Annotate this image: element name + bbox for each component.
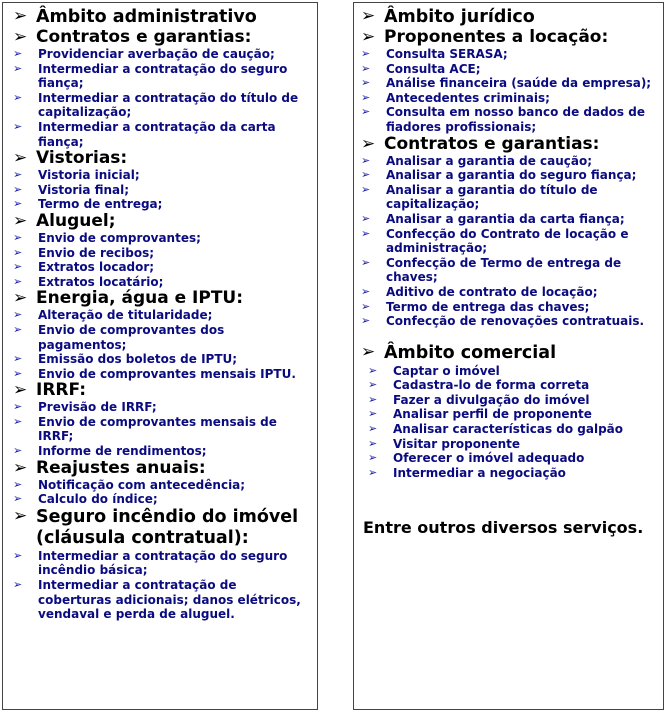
- list-item-text: Envio de comprovantes mensais IPTU.: [38, 366, 296, 381]
- small-arrow-icon: ➢: [13, 352, 23, 366]
- arrowhead-icon: ➢: [13, 27, 28, 47]
- list-item: [13, 444, 311, 459]
- list-item-text: Extratos locatário;: [38, 274, 164, 289]
- list-item-text: Oferecer o imóvel adequado: [393, 451, 585, 466]
- list-item-text: Analisar perfil de proponente: [393, 407, 592, 422]
- small-arrow-icon: ➢: [13, 492, 23, 506]
- section-heading: ➢ Reajustes anuais:: [13, 457, 206, 478]
- section-heading: ➢ Contratos e garantias:: [13, 27, 252, 47]
- small-arrow-icon: ➢: [13, 308, 23, 322]
- small-arrow-icon: ➢: [13, 90, 23, 104]
- small-arrow-icon: ➢: [361, 47, 371, 60]
- list-item: [361, 154, 659, 169]
- list-item: [361, 105, 659, 134]
- small-arrow-icon: ➢: [368, 407, 378, 421]
- list-item: [13, 275, 311, 290]
- comercial-list: [361, 364, 659, 481]
- list-item: [361, 300, 659, 315]
- small-arrow-icon: ➢: [368, 422, 378, 436]
- list-item: [13, 367, 311, 382]
- list-item-text: Emissão dos boletos de IPTU;: [38, 352, 238, 367]
- list-item: [361, 422, 659, 437]
- list-item: [361, 47, 659, 62]
- list-item-text: Termo de entrega das chaves;: [386, 299, 590, 314]
- small-arrow-icon: ➢: [13, 274, 23, 288]
- list-item-text: Envio de comprovantes dos pagamentos;: [38, 322, 225, 352]
- list-item: [361, 91, 659, 106]
- section-heading: ➢ Energia, água e IPTU:: [13, 288, 244, 309]
- list-item: [361, 183, 659, 212]
- list-item: [13, 197, 311, 212]
- list-item: [361, 227, 659, 256]
- small-arrow-icon: ➢: [13, 245, 23, 259]
- small-arrow-icon: ➢: [13, 168, 23, 182]
- arrowhead-icon: ➢: [361, 27, 376, 47]
- small-arrow-icon: ➢: [13, 47, 23, 60]
- list-item: [13, 260, 311, 275]
- small-arrow-icon: ➢: [361, 61, 371, 75]
- small-arrow-icon: ➢: [13, 548, 23, 562]
- list-item-text: Fazer a divulgação do imóvel: [393, 392, 590, 407]
- list-item-text: Captar o imóvel: [393, 363, 500, 378]
- list-item: [361, 168, 659, 183]
- list-item-text: Providenciar averbação de caução;: [38, 47, 275, 61]
- list-item: [361, 256, 659, 285]
- comercial-heading: ➢ Âmbito comercial: [361, 341, 557, 363]
- small-arrow-icon: ➢: [368, 392, 378, 406]
- section-heading: ➢ Proponentes a locação:: [361, 27, 609, 47]
- small-arrow-icon: ➢: [368, 451, 378, 465]
- small-arrow-icon: ➢: [361, 153, 371, 167]
- list-item-text: Intermediar a contratação do seguro fiança;: [38, 61, 288, 91]
- list-item-text: Cadastra-lo de forma correta: [393, 378, 590, 393]
- list-item: [13, 308, 311, 323]
- list-item: [361, 451, 659, 466]
- list-item: [13, 231, 311, 246]
- list-item: [13, 47, 311, 62]
- section-list: [13, 478, 311, 507]
- list-item: [361, 437, 659, 452]
- list-item-text: Analisar a garantia do seguro fiança;: [386, 168, 637, 183]
- small-arrow-icon: ➢: [13, 260, 23, 274]
- small-arrow-icon: ➢: [361, 168, 371, 182]
- list-item-text: Analisar a garantia de caução;: [386, 153, 593, 168]
- arrowhead-icon: ➢: [13, 6, 28, 26]
- section-heading: ➢ Vistorias:: [13, 148, 128, 169]
- list-item: [361, 393, 659, 408]
- list-item-text: Intermediar a contratação do título de capitalização;: [38, 90, 299, 120]
- small-arrow-icon: ➢: [361, 255, 371, 269]
- list-item-text: Análise financeira (saúde da empresa);: [386, 76, 652, 91]
- list-item: [13, 183, 311, 198]
- list-item: [13, 120, 311, 149]
- small-arrow-icon: ➢: [361, 299, 371, 313]
- section-list: [13, 231, 311, 289]
- small-arrow-icon: ➢: [13, 400, 23, 414]
- small-arrow-icon: ➢: [361, 314, 371, 328]
- list-item-text: Consulta em nosso banco de dados de fiadores profissionais;: [386, 105, 645, 134]
- list-item: [13, 578, 311, 622]
- right-sections: [361, 28, 659, 329]
- list-item-text: Envio de recibos;: [38, 245, 155, 260]
- section-list: [13, 47, 311, 149]
- list-item: [13, 400, 311, 415]
- arrowhead-icon: ➢: [13, 148, 28, 169]
- list-item: [361, 364, 659, 379]
- small-arrow-icon: ➢: [13, 322, 23, 336]
- list-item: [13, 492, 311, 507]
- list-item-text: Vistoria final;: [38, 182, 130, 197]
- list-item-text: Analisar a garantia do título de capitalização;: [386, 182, 598, 212]
- list-item: [361, 62, 659, 77]
- small-arrow-icon: ➢: [13, 366, 23, 380]
- small-arrow-icon: ➢: [13, 230, 23, 244]
- list-item-text: Alteração de titularidade;: [38, 308, 213, 323]
- list-item: [13, 478, 311, 493]
- section-list: [13, 168, 311, 212]
- small-arrow-icon: ➢: [361, 226, 371, 240]
- list-item: [13, 549, 311, 578]
- list-item: [13, 352, 311, 367]
- list-item-text: Envio de comprovantes mensais de IRRF;: [38, 414, 277, 444]
- list-item-text: Termo de entrega;: [38, 197, 163, 212]
- list-item-text: Intermediar a contratação do seguro incêndio básica;: [38, 548, 288, 578]
- small-arrow-icon: ➢: [361, 90, 371, 104]
- list-item-text: Calculo do índice;: [38, 492, 158, 507]
- list-item-text: Aditivo de contrato de locação;: [386, 284, 598, 299]
- section-list: [13, 308, 311, 381]
- list-item-text: Antecedentes criminais;: [386, 90, 550, 105]
- list-item-text: Analisar características do galpão: [393, 422, 624, 437]
- list-item: [361, 212, 659, 227]
- arrowhead-icon: ➢: [13, 380, 28, 401]
- arrowhead-icon: ➢: [361, 133, 376, 154]
- list-item: [361, 466, 659, 481]
- list-item-text: Consulta SERASA;: [386, 47, 508, 61]
- list-item-text: Analisar a garantia da carta fiança;: [386, 211, 625, 226]
- list-item: [13, 415, 311, 444]
- section-list: [13, 549, 311, 622]
- list-item: [13, 168, 311, 183]
- left-sections: [13, 28, 311, 622]
- section-list: [361, 47, 659, 135]
- list-item: [13, 246, 311, 261]
- list-item-text: Confecção do Contrato de locação e administração;: [386, 226, 629, 256]
- list-item-text: Vistoria inicial;: [38, 168, 140, 183]
- section-list: [13, 400, 311, 458]
- list-item-text: Confecção de Termo de entrega de chaves;: [386, 255, 622, 285]
- list-item-text: Intermediar a negociação: [393, 465, 566, 480]
- arrowhead-icon: ➢: [13, 288, 28, 309]
- list-item-text: Envio de comprovantes;: [38, 230, 201, 245]
- left-column: [2, 2, 318, 710]
- list-item-text: Confecção de renovações contratuais.: [386, 314, 645, 329]
- right-column: [353, 2, 664, 710]
- small-arrow-icon: ➢: [13, 197, 23, 211]
- small-arrow-icon: ➢: [13, 182, 23, 196]
- right-title: ➢ Âmbito jurídico: [361, 6, 535, 27]
- section-heading: ➢ Seguro incêndio do imóvel (cláusula contratual):: [13, 505, 299, 548]
- list-item-text: Intermediar a contratação da carta fiança;: [38, 119, 276, 149]
- section-list: [361, 154, 659, 329]
- list-item: [13, 91, 311, 120]
- small-arrow-icon: ➢: [13, 444, 23, 458]
- small-arrow-icon: ➢: [361, 182, 371, 196]
- list-item-text: Intermediar a contratação de coberturas adicionais; danos elétricos, vendaval e perda de aluguel.: [38, 578, 301, 622]
- list-item-text: Extratos locador;: [38, 260, 155, 275]
- list-item: [361, 285, 659, 300]
- small-arrow-icon: ➢: [361, 284, 371, 298]
- small-arrow-icon: ➢: [368, 378, 378, 392]
- small-arrow-icon: ➢: [13, 61, 23, 75]
- list-item: [361, 76, 659, 91]
- arrowhead-icon: ➢: [13, 210, 28, 231]
- small-arrow-icon: ➢: [361, 105, 371, 119]
- list-item-text: Informe de rendimentos;: [38, 444, 207, 459]
- small-arrow-icon: ➢: [368, 363, 378, 377]
- list-item: [13, 323, 311, 352]
- list-item-text: Consulta ACE;: [386, 61, 481, 76]
- list-item: [361, 314, 659, 329]
- small-arrow-icon: ➢: [13, 578, 23, 592]
- list-item-text: Previsão de IRRF;: [38, 400, 157, 415]
- section-heading: ➢ Contratos e garantias:: [361, 133, 600, 154]
- section-heading: ➢ IRRF:: [13, 380, 86, 401]
- arrowhead-icon: ➢: [13, 457, 28, 478]
- section-heading: ➢ Aluguel;: [13, 210, 116, 231]
- arrowhead-icon: ➢: [13, 505, 28, 526]
- left-title: ➢ Âmbito administrativo: [13, 6, 257, 27]
- list-item: [13, 62, 311, 91]
- list-item: [361, 378, 659, 393]
- small-arrow-icon: ➢: [13, 477, 23, 491]
- list-item-text: Visitar proponente: [393, 436, 521, 451]
- small-arrow-icon: ➢: [361, 211, 371, 225]
- arrowhead-icon: ➢: [361, 6, 376, 26]
- small-arrow-icon: ➢: [361, 76, 371, 90]
- list-item-text: Notificação com antecedência;: [38, 477, 246, 492]
- closing-text: Entre outros diversos serviços.: [363, 518, 644, 538]
- small-arrow-icon: ➢: [368, 465, 378, 479]
- small-arrow-icon: ➢: [368, 436, 378, 450]
- arrowhead-icon: ➢: [361, 341, 376, 362]
- list-item: [361, 407, 659, 422]
- small-arrow-icon: ➢: [13, 414, 23, 428]
- small-arrow-icon: ➢: [13, 119, 23, 133]
